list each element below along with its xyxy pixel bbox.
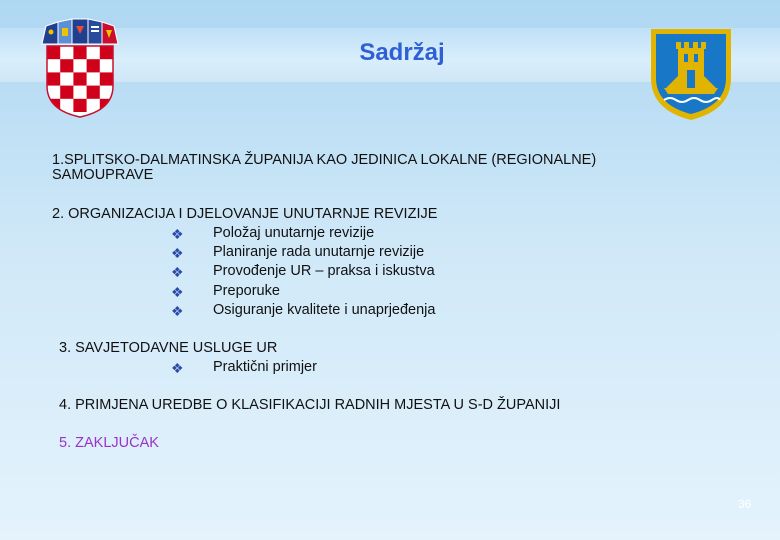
toc-item-1-line-2: SAMOUPRAVE [52, 167, 154, 183]
bullet-icon: ❖ [171, 284, 184, 300]
bullet-icon: ❖ [171, 360, 184, 376]
toc-item-3: 3. SAVJETODAVNE USLUGE UR [59, 340, 278, 356]
toc-item-3-sub-1: Praktični primjer [213, 359, 317, 375]
toc-item-2: 2. ORGANIZACIJA I DJELOVANJE UNUTARNJE REVIZIJE [52, 206, 438, 222]
slide-title: Sadržaj [359, 39, 445, 66]
bullet-icon: ❖ [171, 226, 184, 242]
bullet-icon: ❖ [171, 245, 184, 261]
croatia-coat-of-arms-icon [38, 16, 122, 118]
page-number: 36 [738, 497, 752, 511]
toc-item-1-line-1: 1.SPLITSKO-DALMATINSKA ŽUPANIJA KAO JEDINICA LOKALNE (REGIONALNE) [52, 152, 597, 168]
toc-item-2-sub-5: Osiguranje kvalitete i unaprjeđenja [213, 302, 436, 318]
toc-item-5: 5. ZAKLJUČAK [59, 435, 159, 451]
toc-item-2-sub-1: Položaj unutarnje revizije [213, 225, 375, 241]
split-dalmatia-county-coat-of-arms-icon [648, 26, 734, 122]
toc-item-2-sub-2: Planiranje rada unutarnje revizije [213, 244, 425, 260]
toc-item-4: 4. PRIMJENA UREDBE O KLASIFIKACIJI RADNIH MJESTA U S-D ŽUPANIJI [59, 397, 561, 413]
bullet-icon: ❖ [171, 264, 184, 280]
bullet-icon: ❖ [171, 303, 184, 319]
toc-item-2-sub-4: Preporuke [213, 283, 280, 299]
toc-item-2-sub-3: Provođenje UR – praksa i iskustva [213, 263, 435, 279]
